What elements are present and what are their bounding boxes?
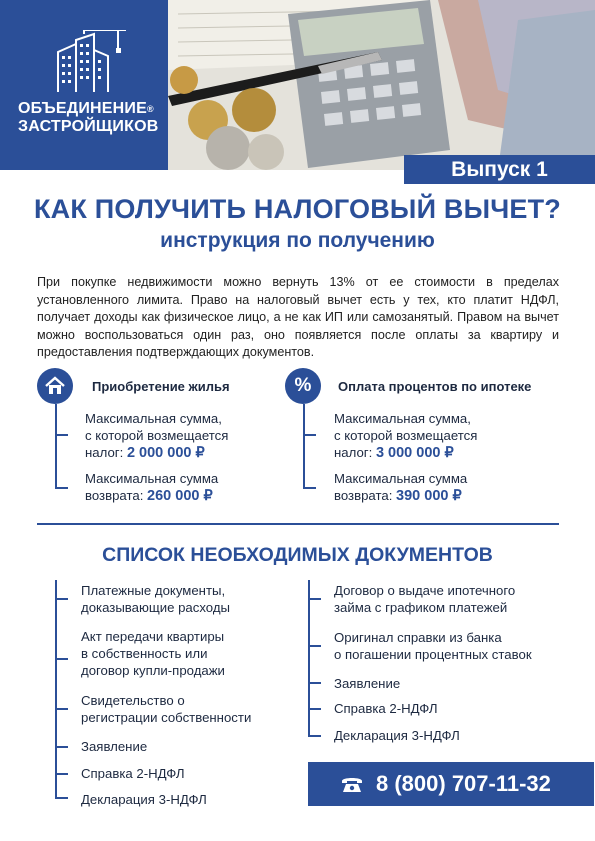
brand-name-line1: ОБЪЕДИНЕНИЕ® xyxy=(18,100,154,117)
docs-left-line xyxy=(55,580,57,798)
mortgage-max-refund: Максимальная сумма возврата: 390 000 ₽ xyxy=(334,471,468,504)
mortgage-max-refund-amount: 390 000 ₽ xyxy=(396,488,462,504)
tick xyxy=(55,773,68,775)
docs-right-line xyxy=(308,580,310,736)
block-housing-heading: Приобретение жилья xyxy=(92,379,230,394)
doc-item-2ndfl: Справка 2-НДФЛ xyxy=(81,766,185,781)
building-crane-logo-icon xyxy=(48,30,128,94)
tick xyxy=(308,645,321,647)
tick xyxy=(55,598,68,600)
tick xyxy=(308,682,321,684)
doc-item-bank-certificate: Оригинал справки из банка о погашении процентных ставок xyxy=(334,630,532,662)
housing-max-refund-amount: 260 000 ₽ xyxy=(147,488,213,504)
brand-name-line2: ЗАСТРОЙЩИКОВ xyxy=(18,118,159,135)
tick xyxy=(303,434,316,436)
doc-item-transfer-act: Акт передачи квартиры в собственность или договор купли-продажи xyxy=(81,629,225,678)
doc-item-ownership-certificate: Свидетельство о регистрации собственности xyxy=(81,693,252,725)
tick xyxy=(308,735,321,737)
mortgage-max-base-amount: 3 000 000 ₽ xyxy=(375,445,454,461)
housing-max-base: Максимальная сумма, с которой возмещается налог: 2 000 000 ₽ xyxy=(85,411,229,461)
tick xyxy=(55,708,68,710)
tick xyxy=(55,658,68,660)
tick xyxy=(308,598,321,600)
intro-paragraph: При покупке недвижимости можно вернуть 13% от ее стоимости в пределах установленного лимита. Право на налоговый вычет есть у тех, кто платит НДФЛ, получает доходы как физическое лицо, а не как ИП или самозанятый. Правом на вычет можно воспользоваться один раз, оно появляется после оплаты за квартиру и предоставления подтверждающих документов. xyxy=(37,275,559,359)
tick xyxy=(303,487,316,489)
phone-icon xyxy=(340,774,364,794)
block-mortgage-line xyxy=(303,404,305,488)
tick xyxy=(55,487,68,489)
section-divider xyxy=(37,523,559,525)
doc-item-2ndfl: Справка 2-НДФЛ xyxy=(334,701,438,716)
percent-icon: % xyxy=(285,368,321,404)
house-icon xyxy=(37,368,73,404)
housing-max-refund: Максимальная сумма возврата: 260 000 ₽ xyxy=(85,471,219,504)
doc-item-payment-documents: Платежные документы, доказывающие расходы xyxy=(81,583,231,615)
tick xyxy=(308,708,321,710)
header-photo-calculator-money xyxy=(168,0,595,170)
block-mortgage-heading: Оплата процентов по ипотеке xyxy=(338,379,532,394)
housing-max-base-amount: 2 000 000 ₽ xyxy=(126,445,205,461)
doc-item-application: Заявление xyxy=(334,676,401,691)
tick xyxy=(55,434,68,436)
doc-item-3ndfl: Декларация 3-НДФЛ xyxy=(334,728,460,743)
doc-item-3ndfl: Декларация 3-НДФЛ xyxy=(81,792,207,807)
page-title: КАК ПОЛУЧИТЬ НАЛОГОВЫЙ ВЫЧЕТ? xyxy=(34,194,561,224)
documents-title: СПИСОК НЕОБХОДИМЫХ ДОКУМЕНТОВ xyxy=(102,544,493,566)
doc-item-mortgage-agreement: Договор о выдаче ипотечного займа с графиком платежей xyxy=(334,583,516,615)
mortgage-max-base: Максимальная сумма, с которой возмещается налог: 3 000 000 ₽ xyxy=(334,411,478,461)
issue-badge: Выпуск 1 xyxy=(404,155,595,184)
tick xyxy=(55,746,68,748)
phone-contact-box[interactable] xyxy=(308,762,594,806)
phone-number[interactable]: 8 (800) 707-11-32 xyxy=(376,771,551,796)
tick xyxy=(55,797,68,799)
page-subtitle: инструкция по получению xyxy=(160,229,435,252)
block-housing-line xyxy=(55,404,57,488)
logo-panel xyxy=(0,0,168,170)
doc-item-application: Заявление xyxy=(81,739,148,754)
